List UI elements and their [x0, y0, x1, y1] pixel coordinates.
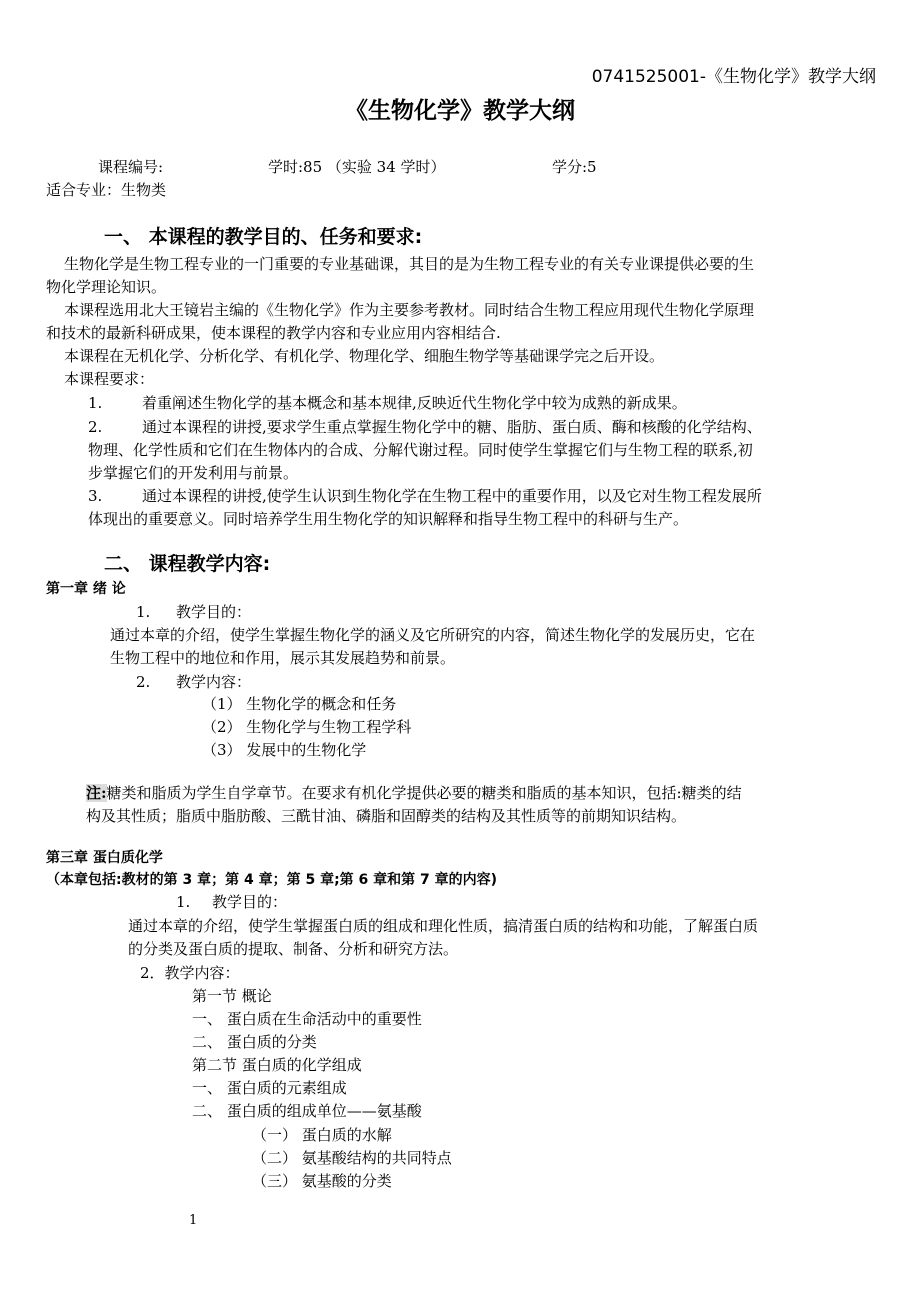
course-credits: 学分:5 — [552, 158, 597, 176]
section1-paragraph1-line1: 生物化学是生物工程专业的一门重要的专业基础课，其目的是为生物工程专业的有关专业课提供必要的生 — [64, 255, 755, 273]
requirement-1-text: 着重阐述生物化学的基本概念和基本规律,反映近代生物化学中较为成熟的新成果。 — [142, 394, 687, 412]
outline-item: 一、 蛋白质的元素组成 — [192, 1079, 347, 1097]
outline-item: 二、 蛋白质的组成单位——氨基酸 — [192, 1102, 422, 1120]
requirement-2-line3: 步掌握它们的开发利用与前景。 — [88, 464, 299, 482]
chapter3-title: 第三章 蛋白质化学 — [46, 850, 163, 866]
note-label: 注: — [86, 784, 107, 802]
chapter1-content-number: 2. — [136, 673, 151, 691]
section1-heading: 一、 本课程的教学目的、任务和要求: — [104, 226, 423, 248]
requirement-3-line1: 通过本课程的讲授,使学生认识到生物化学在生物工程中的重要作用，以及它对生物工程发展所 — [142, 487, 762, 505]
header-course-code: 0741525001-《生物化学》教学大纲 — [591, 67, 876, 87]
course-hours: 学时:85 （实验 34 学时） — [268, 158, 446, 176]
page-number: 1 — [189, 1213, 198, 1228]
chapter1-content-label: 教学内容： — [176, 673, 252, 691]
section2-heading: 二、 课程教学内容: — [104, 553, 271, 575]
outline-item: 第一节 概论 — [192, 987, 272, 1005]
course-code-label: 课程编号: — [98, 158, 164, 176]
requirement-2-number: 2. — [88, 418, 103, 436]
chapter3-goal-line2: 的分类及蛋白质的提取、制备、分析和研究方法。 — [128, 940, 459, 958]
section1-paragraph1-line2: 物化学理论知识。 — [46, 278, 167, 296]
outline-item: 二、 蛋白质的分类 — [192, 1033, 317, 1051]
chapter1-item-2: （2） 生物化学与生物工程学科 — [202, 718, 412, 736]
requirement-2-line1: 通过本课程的讲授,要求学生重点掌握生物化学中的糖、脂肪、蛋白质、酶和核酸的化学结构、 — [142, 418, 762, 436]
chapter1-goal-line1: 通过本章的介绍，使学生掌握生物化学的涵义及它所研究的内容，简述生物化学的发展历史，它在 — [110, 626, 756, 644]
chapter3-subtitle: （本章包括:教材的第 3 章；第 4 章；第 5 章;第 6 章和第 7 章的内容) — [46, 872, 498, 888]
section1-paragraph2-line2: 和技术的最新科研成果，使本课程的教学内容和专业应用内容相结合. — [46, 324, 501, 342]
chapter3-goal-number: 1. — [176, 893, 191, 911]
chapter1-note-line2: 构及其性质；脂质中脂肪酸、三酰甘油、磷脂和固醇类的结构及其性质等的前期知识结构。 — [86, 807, 687, 825]
course-major: 适合专业：生物类 — [46, 181, 167, 199]
requirement-3-line2: 体现出的重要意义。同时培养学生用生物化学的知识解释和指导生物工程中的科研与生产。 — [88, 510, 689, 528]
sub-outline-item: （二） 氨基酸结构的共同特点 — [252, 1149, 452, 1167]
chapter1-goal-line2: 生物工程中的地位和作用，展示其发展趋势和前景。 — [110, 649, 456, 667]
chapter1-note-line1 — [86, 782, 742, 804]
requirement-1-number: 1. — [88, 394, 103, 412]
chapter1-goal-label: 教学目的： — [176, 603, 252, 621]
requirements-label: 本课程要求： — [64, 370, 155, 388]
outline-item: 一、 蛋白质在生命活动中的重要性 — [192, 1010, 422, 1028]
section1-paragraph3: 本课程在无机化学、分析化学、有机化学、物理化学、细胞生物学等基础课学完之后开设。 — [64, 347, 665, 365]
chapter1-goal-number: 1. — [136, 603, 151, 621]
chapter1-title: 第一章 绪 论 — [46, 581, 126, 597]
chapter1-item-1: （1） 生物化学的概念和任务 — [202, 695, 397, 713]
sub-outline-item: （三） 氨基酸的分类 — [252, 1172, 392, 1190]
note-text: 糖类和脂质为学生自学章节。在要求有机化学提供必要的糖类和脂质的基本知识，包括:糖类的结 — [106, 784, 742, 802]
document-title: 《生物化学》教学大纲 — [345, 98, 575, 124]
chapter1-item-3: （3） 发展中的生物化学 — [202, 741, 367, 759]
requirement-3-number: 3. — [88, 487, 103, 505]
chapter3-goal-line1: 通过本章的介绍，使学生掌握蛋白质的组成和理化性质，搞清蛋白质的结构和功能，了解蛋白质 — [128, 917, 759, 935]
section1-paragraph2-line1: 本课程选用北大王镜岩主编的《生物化学》作为主要参考教材。同时结合生物工程应用现代生物化学原理 — [64, 301, 755, 319]
requirement-2-line2: 物理、化学性质和它们在生物体内的合成、分解代谢过程。同时使学生掌握它们与生物工程的联系,初 — [88, 441, 753, 459]
chapter3-content-label: 2．教学内容： — [140, 964, 240, 982]
chapter3-goal-label: 教学目的： — [212, 893, 288, 911]
outline-item: 第二节 蛋白质的化学组成 — [192, 1056, 362, 1074]
sub-outline-item: （一） 蛋白质的水解 — [252, 1126, 392, 1144]
